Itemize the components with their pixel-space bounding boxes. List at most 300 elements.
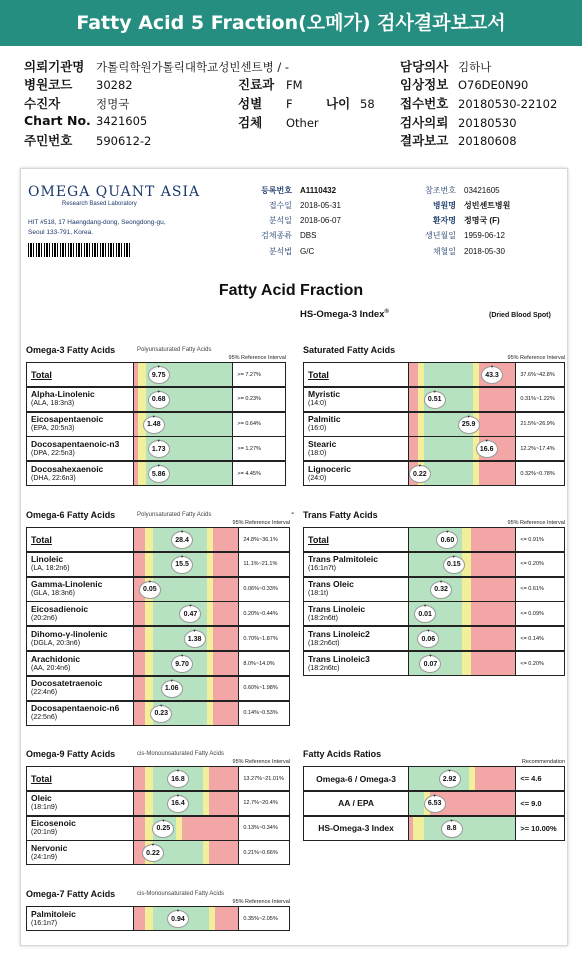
result-value-marker: ▼ 0.22 [409,465,431,483]
lab-address-line2: Seoul 133-791, Korea. [28,229,94,236]
range-bar [409,413,516,436]
range-segment-red [209,792,238,815]
header-value: FM [286,78,303,92]
result-value-marker: ▼ 1.06 [161,680,183,698]
range-segment-red [134,792,144,815]
section-title-saturated-fatty-acids: Saturated Fatty Acids [303,345,396,355]
range-segment-red [409,413,417,436]
info-key: 등록번호 [261,186,292,195]
result-value-marker: ▼ 9.75 [148,366,170,384]
info-key: 접수일 [268,201,292,210]
header-key: 병원코드 [24,77,73,92]
result-value-marker: ▼ 0.51 [424,391,446,409]
header-left-4 [24,131,151,149]
row-label [304,363,409,386]
row-name: Total [308,534,329,545]
range-segment-red [209,841,238,864]
reference-range: >= 1.27% [237,445,261,452]
range-segment-red [479,388,515,411]
row-name: Trans Oleic [308,579,354,590]
lab-address-line1: HIT #518, 17 Haengdang-dong, Seongdong-gu, [28,219,166,226]
range-segment-yellow [462,627,470,650]
section-subtitle: Polyunsaturated Fatty Acids [137,512,212,518]
fatty-acid-row [26,791,290,816]
header-left-1 [24,75,133,93]
row-formula: (DGLA, 20:3n6) [31,639,81,647]
row-label [304,413,409,436]
fatty-acid-row [303,552,565,577]
result-value-marker: ▼ 0.23 [150,705,172,723]
result-value-marker: ▼ 0.32 [430,581,452,599]
range-segment-yellow [145,767,153,790]
row-label [304,462,409,485]
info-key: 분석일 [268,216,292,225]
fatty-acid-row [26,840,290,865]
row-label [27,602,134,625]
header-key: 나이 [326,96,351,111]
info-value: 2018-05-31 [300,201,341,210]
reference-range: 0.21%~0.66% [243,849,278,856]
info-col1-0 [230,185,336,196]
row-formula: (LA, 18:2n6) [31,565,70,573]
row-formula: (20:1n9) [31,829,58,837]
info-value: 정명국 (F) [464,216,500,225]
fatty-acid-row [303,461,565,486]
header-value: 20180530 [458,116,517,130]
range-bar [409,528,516,551]
row-label [27,792,134,815]
row-label [27,841,134,864]
range-segment-red [471,602,516,625]
registered-mark: ® [384,309,389,315]
info-col2-1 [400,200,510,211]
range-segment-red [134,817,144,840]
fatty-acid-row [26,701,290,726]
result-value-marker: ▼ 0.25 [152,820,174,838]
row-name: Total [31,369,52,380]
range-segment-yellow [462,652,470,675]
reference-range: >= 10.00% [520,823,557,833]
info-value: A1110432 [300,186,337,195]
result-value-marker: ▼ 0.60 [436,531,458,549]
section-title-fatty-acids-ratios: Fatty Acids Ratios [303,749,382,759]
info-col1-2 [230,215,341,226]
row-name: Total [31,773,52,784]
fatty-acid-row [26,601,290,626]
row-label [304,767,409,790]
range-bar [134,388,233,411]
fatty-acid-row [26,362,286,387]
range-segment-red [134,627,144,650]
reference-range: <= 0.20% [520,660,544,667]
range-segment-red [479,413,515,436]
row-formula: (18:2n6tt) [308,614,338,622]
row-label [27,677,134,700]
header-right-1 [400,75,528,93]
result-value-marker: ▼ 1.73 [148,440,170,458]
info-key: 환자명 [432,216,456,225]
fatty-acid-row [303,766,565,791]
row-label [304,817,409,840]
row-name: Oleic [31,793,52,804]
row-label [27,652,134,675]
range-segment-yellow [462,528,470,551]
row-name: Docosatetraenoic [31,678,103,689]
header-key: 접수번호 [400,96,449,111]
info-value: 성빈센트병원 [464,201,511,210]
range-bar [134,677,239,700]
info-key: 채혈일 [432,247,456,256]
header-key: 검사의뢰 [400,115,449,130]
header-value: 정명국 [96,97,130,111]
header-value: 20180530-22102 [458,97,558,111]
header-left-3 [24,113,147,128]
range-bar [134,627,239,650]
header-value: 가톨릭학원가톨릭대학교성빈센트병 / - [96,60,290,74]
row-label [304,437,409,460]
result-value-marker: ▼ 25.9 [458,416,480,434]
reference-range: 0.13%~0.34% [243,825,278,832]
header-right-2 [400,94,557,112]
range-segment-green [424,462,473,485]
range-segment-red [134,677,144,700]
info-key: 검체종류 [261,231,292,240]
reference-range: <= 0.14% [520,635,544,642]
range-segment-red [134,602,144,625]
row-label [27,462,134,485]
reference-range: 24.8%~36.1% [243,536,278,543]
row-name: Trans Linoleic [308,603,366,614]
row-formula: (18:0) [308,449,327,457]
row-name: Total [31,534,52,545]
fatty-acid-row [303,527,565,552]
info-col2-4 [400,246,505,257]
row-name: Palmitic [308,414,341,425]
row-label [27,553,134,576]
dried-blood-spot-note: (Dried Blood Spot) [489,312,551,319]
result-value-marker: ▼ 6.53 [424,795,446,813]
reference-range: 0.31%~1.22% [520,396,555,403]
reference-range: >= 7.27% [237,371,261,378]
row-name: Docosapentaenoic-n6 [31,703,120,714]
row-formula: (18:1t) [308,590,329,598]
result-value-marker: ▼ 16.4 [167,795,189,813]
header-value: Other [286,116,319,130]
reference-range: >= 0.64% [237,421,261,428]
reference-range: 0.06%~0.33% [243,586,278,593]
range-segment-red [213,553,238,576]
row-name: Gamma-Linolenic [31,579,103,590]
row-name: Omega-6 / Omega-3 [316,773,396,784]
header-right-3 [400,113,517,131]
reference-interval-label: 95% Reference Interval [232,899,290,905]
range-bar [134,792,239,815]
dash-mark: - [291,508,295,519]
header-key: 의뢰기관명 [24,59,85,74]
header-left-2 [24,94,129,112]
header-mid-0 [238,75,303,93]
report-main-title: Fatty Acid Fraction [218,282,364,299]
row-label [304,388,409,411]
range-segment-yellow [138,462,146,485]
section-title-omega-7-fatty-acids: Omega-7 Fatty Acids [26,889,116,899]
range-segment-yellow [145,528,153,551]
section-subtitle: Polyunsaturated Fatty Acids [137,347,212,353]
range-bar [409,363,516,386]
row-name: Eicosapentaenoic [31,414,104,425]
recommendation-label: Recommendation [521,759,565,765]
range-segment-red [409,363,417,386]
range-bar [134,767,239,790]
row-label [304,553,409,576]
reference-range: 0.32%~0.78% [520,470,555,477]
row-label [27,627,134,650]
row-label [27,363,134,386]
range-bar [134,553,239,576]
fatty-acid-row [26,626,290,651]
fatty-acid-row [303,651,565,676]
reference-range: <= 0.20% [520,561,544,568]
fatty-acid-row [303,577,565,602]
row-name: Eicosenoic [31,818,76,829]
fatty-acid-row [26,387,286,412]
reference-range: 37.6%~42.8% [520,371,555,378]
range-bar [409,627,516,650]
row-formula: (GLA, 18:3n6) [31,590,75,598]
reference-range: <= 0.61% [520,586,544,593]
reference-range: >= 4.45% [237,470,261,477]
range-segment-red [134,702,144,725]
range-bar [134,841,239,864]
header-key: 임상정보 [400,77,449,92]
range-segment-yellow [145,677,153,700]
header-value: 590612-2 [96,134,152,148]
header-mid-1 [238,94,293,112]
range-bar [134,702,239,725]
range-segment-yellow [462,602,470,625]
info-key: 생년월일 [425,231,456,240]
barcode [28,243,130,257]
range-bar [409,817,516,840]
row-formula: (EPA, 20:5n3) [31,425,75,433]
row-label [27,817,134,840]
range-segment-red [215,907,238,930]
row-formula: (24:1n9) [31,853,58,861]
range-segment-red [134,767,144,790]
header-right-0 [400,57,491,75]
fatty-acid-row [26,676,290,701]
range-bar [409,767,516,790]
range-segment-red [213,528,238,551]
header-key: 수진자 [24,96,61,111]
row-name: Palmitoleic [31,908,76,919]
section-subtitle: cis-Monounsaturated Fatty Acids [137,751,225,757]
reference-interval-label: 95% Reference Interval [507,520,565,526]
reference-range: 0.60%~1.98% [243,685,278,692]
result-value-marker: ▼ 5.86 [148,465,170,483]
range-segment-yellow [138,388,146,411]
info-value: 2018-06-07 [300,216,341,225]
row-label [27,413,134,436]
row-label [304,792,409,815]
result-value-marker: ▼ 43.3 [481,366,503,384]
range-segment-red [471,553,516,576]
range-bar [134,907,239,930]
result-value-marker: ▼ 16.8 [167,770,189,788]
range-segment-yellow [138,437,146,460]
reference-range: 0.70%~1.87% [243,635,278,642]
reference-interval-label: 95% Reference Interval [232,520,290,526]
result-value-marker: ▼ 9.70 [171,655,193,673]
result-value-marker: ▼ 0.06 [417,630,439,648]
row-formula: (16:1n7) [31,919,58,927]
reference-range: <= 9.0 [520,798,542,808]
row-name: Total [308,369,329,380]
row-name: Nervonic [31,842,68,853]
range-bar [409,602,516,625]
row-name: Trans Linoleic2 [308,628,370,639]
row-name: Trans Linoleic3 [308,653,370,664]
fatty-acid-row [303,791,565,816]
range-bar [134,817,239,840]
result-value-marker: ▼ 1.48 [143,416,165,434]
header-value: O76DE0N90 [458,78,529,92]
info-col2-3 [400,230,505,241]
row-name: Eicosadienoic [31,603,89,614]
range-bar [409,652,516,675]
hs-omega3-index-text: HS-Omega-3 Index [300,309,385,321]
result-value-marker: ▼ 8.8 [441,820,463,838]
row-formula: (AA, 20:4n6) [31,664,71,672]
range-segment-green [409,792,424,815]
range-segment-yellow [145,792,153,815]
range-segment-red [213,702,238,725]
header-right-4 [400,131,517,149]
range-bar [409,578,516,601]
range-bar [134,652,239,675]
reference-range: 0.20%~0.44% [243,610,278,617]
row-name: AA / EPA [338,798,375,809]
result-value-marker: ▼ 2.92 [439,770,461,788]
range-bar [409,388,516,411]
row-formula: (24:0) [308,474,327,482]
section-subtitle: cis-Monounsaturated Fatty Acids [137,891,225,897]
row-label [27,528,134,551]
range-bar [409,437,516,460]
row-formula: (22:4n6) [31,689,58,697]
header-age [326,94,375,112]
row-name: Docosapentaenoic-n3 [31,438,120,449]
range-segment-red [213,578,238,601]
info-col1-1 [230,200,341,211]
range-segment-yellow [413,817,424,840]
reference-range: 8.0%~14.0% [243,660,275,667]
row-name: Trans Palmitoleic [308,554,378,565]
header-value: F [286,97,293,111]
reference-range: 0.35%~2.05% [243,915,278,922]
row-formula: (20:2n6) [31,614,58,622]
report-title-bar: Fatty Acid 5 Fraction(오메가) 검사결과보고서 [0,0,582,46]
header-key: 결과보고 [400,133,449,148]
row-label [27,578,134,601]
info-col2-0 [400,185,500,196]
section-title-omega-6-fatty-acids: Omega-6 Fatty Acids [26,510,116,520]
info-key: 분석법 [268,247,292,256]
info-value: G/C [300,247,315,256]
result-value-marker: ▼ 0.47 [179,605,201,623]
fatty-acid-row [303,816,565,841]
row-formula: (18:1n9) [31,804,58,812]
range-bar [409,553,516,576]
section-title-trans-fatty-acids: Trans Fatty Acids [303,510,378,520]
range-segment-red [134,652,144,675]
range-segment-red [209,767,238,790]
range-bar [409,462,516,485]
header-left-0 [24,57,289,75]
range-segment-green [424,363,473,386]
info-value: 03421605 [464,186,500,195]
fatty-acid-row [303,601,565,626]
info-col1-3 [230,230,316,241]
reference-range: 12.7%~20.4% [243,800,278,807]
range-segment-yellow [138,363,146,386]
reference-range: 0.14%~0.53% [243,710,278,717]
header-value: 20180608 [458,134,517,148]
result-value-marker: ▼ 28.4 [171,531,193,549]
range-bar [134,462,233,485]
header-mid-2 [238,113,319,131]
fatty-acid-row [303,362,565,387]
row-label [27,767,134,790]
row-name: Docosahexaenoic [31,463,104,474]
row-name: Alpha-Linolenic [31,389,95,400]
row-formula: (DPA, 22:5n3) [31,449,75,457]
range-segment-red [213,627,238,650]
row-label [304,652,409,675]
row-name: Myristic [308,389,341,400]
reference-range: 13.27%~21.01% [243,775,284,782]
header-key: 검체 [238,115,263,130]
header-key: 성별 [238,96,263,111]
row-label [304,528,409,551]
range-segment-red [213,677,238,700]
header-value: 김하나 [458,60,492,74]
range-segment-yellow [145,627,153,650]
range-segment-green [462,817,515,840]
fatty-acid-row [26,816,290,841]
row-formula: (ALA, 18:3n3) [31,400,75,408]
range-segment-red [134,553,144,576]
range-bar [134,413,233,436]
row-formula: (22:5n6) [31,714,58,722]
row-formula: (18:2n6ct) [308,639,340,647]
section-title-omega-3-fatty-acids: Omega-3 Fatty Acids [26,345,116,355]
fatty-acid-row [303,436,565,461]
range-segment-yellow [145,602,153,625]
header-value: 58 [360,97,375,111]
reference-range: <= 0.09% [520,610,544,617]
fatty-acid-row [303,387,565,412]
fatty-acid-row [303,412,565,437]
result-value-marker: ▼ 0.94 [167,910,189,928]
header-key: 진료과 [238,77,275,92]
range-segment-red [471,627,516,650]
fatty-acid-row [26,527,290,552]
row-label [304,578,409,601]
range-segment-red [182,817,238,840]
row-label [304,627,409,650]
info-value: 2018-05-30 [464,247,505,256]
